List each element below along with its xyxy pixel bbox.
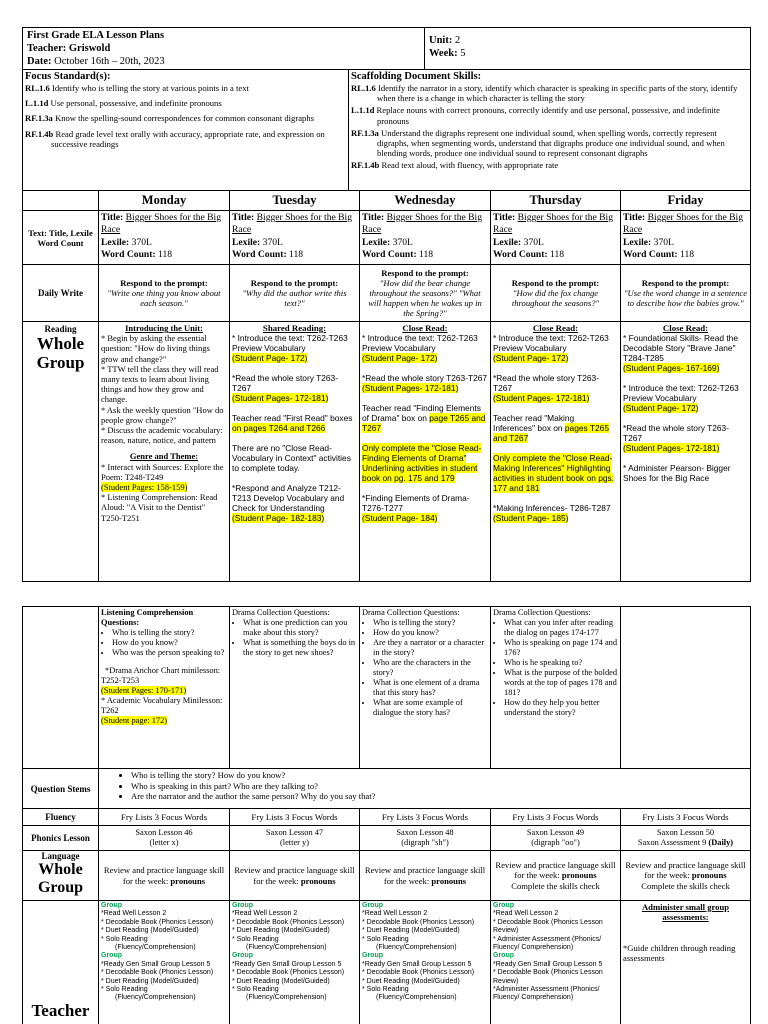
days-header-row [23,191,751,211]
text-row-label: Text: Title, Lexile Word Count [23,211,99,265]
scaffold-item: RL.1.6 Identify the narrator in a story, identify which character is speaking in specific parts of the story, identify when there is a change in which character is telling the story [351,83,738,104]
focus-standards [23,70,349,191]
page-title: First Grade ELA Lesson Plans [27,30,165,41]
daily-write-cell: Respond to the prompt: "How did the fox change throughout the seasons?" [491,265,621,322]
daily-write-row [23,265,751,322]
phonics-cell: Saxon Lesson 48 (digraph "sh") [360,826,491,851]
scaffold-item: L.1.1d Replace nouns with correct pronouns, correctly identify and use personal, possessive, and indefinite pronouns [351,105,720,126]
header-table [22,27,751,70]
fluency-cell: Fry Lists 3 Focus Words [491,809,621,826]
teacher-tuesday: Group *Read Well Lesson 2 * Decodable Book (Phonics Lesson) * Duet Reading (Model/Guided) * Solo Reading (Fluency/Comprehension) Group *Ready Gen Small Group Lesson 5 * Decodable Book (Phonics Lesson) * Duet Reading (Model/Guided) * Solo Reading (Fluency/Comprehension) [230,901,360,1024]
phonics-cell: Saxon Lesson 50 Saxon Assessment 9 (Daily) [621,826,751,851]
day-wednesday: Wednesday [360,191,491,211]
day-monday: Monday [99,191,230,211]
day-tuesday: Tuesday [230,191,360,211]
focus-item: RF.1.4b Read grade level text orally with accuracy, appropriate rate, and expression on successive readings [25,128,325,149]
questions-tuesday: Drama Collection Questions: • What is one prediction can you make about this story? • What is something the boys do in the story to get new shoes? [230,607,360,769]
daily-write-cell: Respond to the prompt: "Write one thing you know about each season." [99,265,230,322]
corner-cell [23,191,99,211]
text-cell: Title: Bigger Shoes for the Big Race Lexile: 370L Word Count: 118 [491,211,621,265]
questions-thursday: Drama Collection Questions: • What can you infer after reading the dialog on pages 174-177 • Who is speaking on page 174 and 176? • Who is he speaking to? • What is the purpose of the bolded words at the top of pages 178 and 181? • How do they help you better understand the story? [491,607,621,769]
reading-monday: Introducing the Unit: * Begin by asking the essential question: "How do living things grow and change?" * TTW tell the class they will read many texts to learn about living things and how they grow and change. * Ask the weekly question "How do people grow change?" * Discuss the academic vocabulary: reason, nature, notice, and pattern Genre and Theme: * Interact with Sources: Explore the Poem: T248-T249 (Student Pages: 158-159) * Listening Comprehension: Read Aloud: "A Visit to the Dentist" T250-T251 [99,322,230,582]
reading-thursday: Close Read: * Introduce the text: T262-T263 Preview Vocabulary (Student Page- 172) *Read the whole story T263-T267 (Student Pages- 172-181) Teacher read "Making Inferences" box on pages T265 and T267 Only complete the "Close Read-Making Inferences" Highlighting activities in student book on pgs. 177 and 181 *Making Inferences- T286-T287 (Student Page- 185) [491,322,621,582]
teacher-label: Teacher [23,901,99,1024]
questions-friday [621,607,751,769]
daily-write-cell: Respond to the prompt: "Why did the author write this text?" [230,265,360,322]
day-thursday: Thursday [491,191,621,211]
scaffold-item: RF.1.4b Read text aloud, with fluency, with appropriate rate [351,160,559,171]
fluency-cell: Fry Lists 3 Focus Words [621,809,751,826]
teacher-monday: Group *Read Well Lesson 2 * Decodable Book (Phonics Lesson) * Duet Reading (Model/Guided) * Solo Reading (Fluency/Comprehension) Group *Ready Gen Small Group Lesson 5 * Decodable Book (Phonics Lesson) * Duet Reading (Model/Guided) * Solo Reading (Fluency/Comprehension) [99,901,230,1024]
language-cell: Review and practice language skill for the week: pronouns [99,851,230,901]
questions-row [23,607,751,769]
teacher-row [23,901,751,1024]
questions-wednesday: Drama Collection Questions: • Who is telling the story? • How do you know? • Are they a narrator or a character in the story? • Who are the characters in the story? • What is one element of a drama that this story has? • What are some example of dialogue the story has? [360,607,491,769]
reading-wednesday: Close Read: * Introduce the text: T262-T263 Preview Vocabulary (Student Page- 172) *Read the whole story T263-T267 (Student Pages- 172-181) Teacher read "Finding Elements of Drama" box on page T265 and T267 Only complete the "Close Read-Finding Elements of Drama" Underlining activities in student book on pg. 175 and 179 *Finding Elements of Drama-T276-T277 (Student Page- 184) [360,322,491,582]
phonics-label: Phonics Lesson [23,826,99,851]
text-cell: Title: Bigger Shoes for the Big Race Lexile: 370L Word Count: 118 [360,211,491,265]
teacher-friday: Administer small group assessments: *Guide children through reading assessments [621,901,751,1024]
reading-label: Reading Whole Group [23,322,99,582]
daily-write-cell: Respond to the prompt: "Use the word change in a sentence to describe how the babies grow." [621,265,751,322]
scaffold-item: RF.1.3a Understand the digraphs represent one individual sound, when spelling words, correctly represent digraphs, when segmenting words, understand that digraphs produce one individual sound, and when blending words, produce one individual sound to represent consonant digraphs [351,127,725,159]
questions-label [23,607,99,769]
standards-table [22,69,751,191]
reading-friday: Close Read: * Foundational Skills- Read the Decodable Story "Brave Jane" T284-T285 (Student Pages- 167-169) * Introduce the text: T262-T263 Preview Vocabulary (Student Page- 172) *Read the whole story T263-T267 (Student Pages- 172-181) * Administer Pearson- Bigger Shoes for the Big Race [621,322,751,582]
header-right [425,28,751,70]
question-stems-cell: • Who is telling the story? How do you know? • Who is speaking in this part? Who are they talking to? • Are the narrator and the author the same person? Why do you say that? [99,769,751,809]
week-table-continued [22,606,751,1024]
fluency-label: Fluency [23,809,99,826]
teacher-wednesday: Group *Read Well Lesson 2 * Decodable Book (Phonics Lesson) * Duet Reading (Model/Guided) * Solo Reading (Fluency/Comprehension) Group *Ready Gen Small Group Lesson 5 * Decodable Book (Phonics Lesson) * Duet Reading (Model/Guided) * Solo Reading (Fluency/Comprehension) [360,901,491,1024]
daily-write-cell: Respond to the prompt: "How did the bear change throughout the seasons?" "What will happen when he wakes up in the Spring?" [360,265,491,322]
questions-monday: Listening Comprehension Questions: • Who is telling the story? • How do you know? • Who was the person speaking to? *Drama Anchor Chart minilesson: T252-T253 (Student Pages: 170-171) * Academic Vocabulary Minilesson: T262 (Student page: 172) [99,607,230,769]
teacher-thursday: Group *Read Well Lesson 2 * Decodable Book (Phonics Lesson Review) * Administer Assessment (Phonics/ Fluency/ Comprehension) Group *Ready Gen Small Group Lesson 5 * Decodable Book (Phonics Lesson Review) *Administer Assessment (Phonics/ Fluency/ Comprehension) [491,901,621,1024]
phonics-cell: Saxon Lesson 49 (digraph "oo") [491,826,621,851]
text-cell: Title: Bigger Shoes for the Big Race Lexile: 370L Word Count: 118 [621,211,751,265]
question-stems-row [23,769,751,809]
date-value: October 16th – 20th, 2023 [54,56,165,67]
question-stems-label: Question Stems [23,769,99,809]
teacher-name: Teacher: Griswold [27,43,111,54]
language-cell: Review and practice language skill for the week: pronouns [230,851,360,901]
language-label: Language Whole Group [23,851,99,901]
day-friday: Friday [621,191,751,211]
scaffolding-skills [349,70,751,191]
focus-title: Focus Standard(s): [25,71,111,82]
text-row [23,211,751,265]
text-cell: Title: Bigger Shoes for the Big Race Lexile: 370L Word Count: 118 [99,211,230,265]
reading-row [23,322,751,582]
scaffold-title: Scaffolding Document Skills: [351,71,482,82]
week-line: Week: 5 [429,48,466,59]
language-cell: Review and practice language skill for the week: pronouns Complete the skills check [491,851,621,901]
date-line: Date: October 16th – 20th, 2023 [27,56,165,67]
phonics-cell: Saxon Lesson 47 (letter y) [230,826,360,851]
daily-write-label: Daily Write [23,265,99,322]
fluency-cell: Fry Lists 3 Focus Words [230,809,360,826]
phonics-cell: Saxon Lesson 46 (letter x) [99,826,230,851]
fluency-cell: Fry Lists 3 Focus Words [360,809,491,826]
text-cell: Title: Bigger Shoes for the Big Race Lexile: 370L Word Count: 118 [230,211,360,265]
header-left [23,28,425,70]
week-table [22,190,751,582]
language-cell: Review and practice language skill for the week: pronouns Complete the skills check [621,851,751,901]
fluency-row [23,809,751,826]
reading-tuesday: Shared Reading: * Introduce the text: T262-T263 Preview Vocabulary (Student Page- 172) *Read the whole story T263-T267 (Student Pages- 172-181) Teacher read "First Read" boxes on pages T264 and T266 There are no "Close Read-Vocabulary in Context" activities to complete today. *Respond and Analyze T212-T213 Develop Vocabulary and Check for Understanding (Student Page- 182-183) [230,322,360,582]
language-cell: Review and practice language skill for the week: pronouns [360,851,491,901]
language-row [23,851,751,901]
focus-item: L.1.1d Use personal, possessive, and indefinite pronouns [25,98,222,109]
focus-item: RL.1.6 Identify who is telling the story at various points in a text [25,83,249,93]
phonics-row [23,826,751,851]
unit-line: Unit: 2 [429,35,461,46]
focus-item: RF.1.3a Know the spelling-sound correspondences for common consonant digraphs [25,113,314,124]
fluency-cell: Fry Lists 3 Focus Words [99,809,230,826]
